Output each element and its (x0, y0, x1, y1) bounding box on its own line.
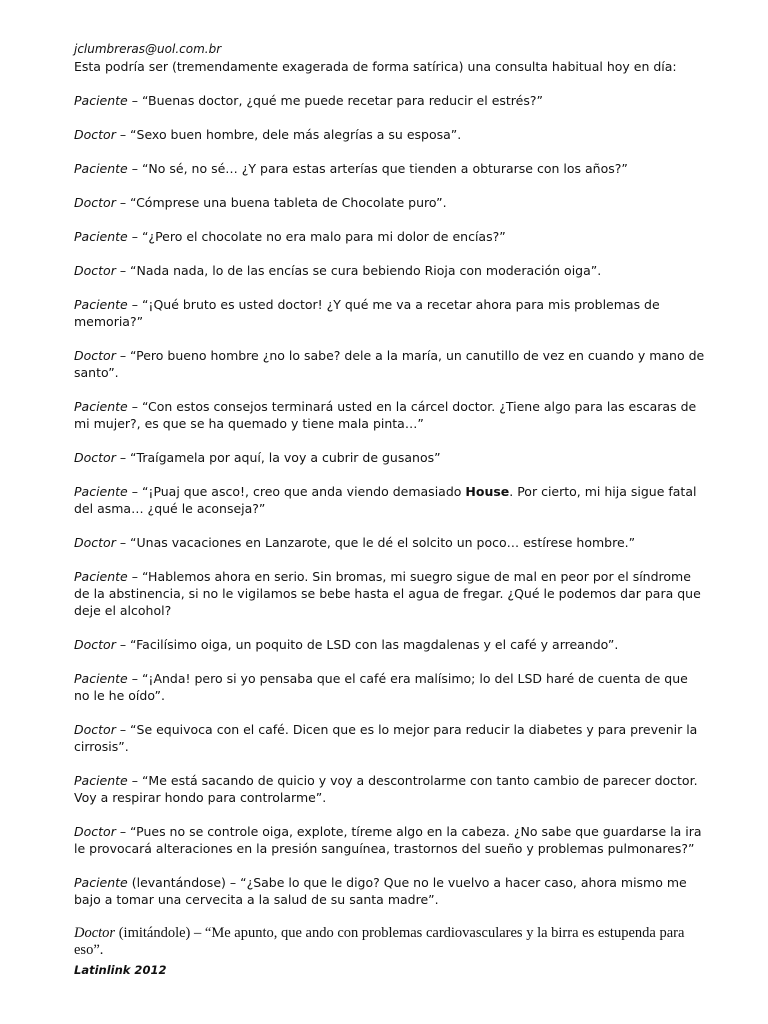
author-email: jclumbreras@uol.com.br (74, 42, 222, 56)
speaker-label: Paciente (74, 297, 128, 312)
dialogue-line-6 (74, 262, 706, 279)
speaker-label: Paciente (74, 773, 128, 788)
speaker-label: Doctor (74, 263, 116, 278)
dialogue-line-8 (74, 347, 706, 381)
document-page (74, 42, 706, 959)
line-text: “Sexo buen hombre, dele más alegrías a su esposa”. (130, 127, 462, 142)
line-text: “Con estos consejos terminará usted en la cárcel doctor. ¿Tiene algo para las escaras de mi mujer?, es que se ha quemado y tiene mala pinta…” (74, 399, 697, 431)
intro-text: Esta podría ser (tremendamente exagerada de forma satírica) una consulta habitual hoy en día: (74, 59, 677, 74)
speaker-connector: – (115, 637, 131, 652)
speaker-label: Paciente (74, 671, 128, 686)
line-text: “Nada nada, lo de las encías se cura bebiendo Rioja con moderación oiga”. (130, 263, 602, 278)
speaker-connector: – (127, 93, 142, 108)
line-text: “¡Anda! pero si yo pensaba que el café era malísimo; lo del LSD haré de cuenta de que no le he oído”. (74, 671, 688, 703)
speaker-connector: – (127, 671, 142, 686)
dialogue-line-9 (74, 398, 706, 432)
dialogue-line-19 (74, 874, 706, 908)
line-text: “Se equivoca con el café. Dicen que es lo mejor para reducir la diabetes y para prevenir la cirrosis”. (74, 722, 698, 754)
speaker-label: Paciente (74, 229, 128, 244)
dialogue-line-3 (74, 160, 706, 177)
line-text-before: “¡Puaj que asco!, creo que anda viendo demasiado (141, 484, 466, 499)
line-text: “¿Pero el chocolate no era malo para mi dolor de encías?” (141, 229, 506, 244)
speaker-connector: – (115, 195, 131, 210)
speaker-connector: – (127, 161, 142, 176)
dialogue-line-1 (74, 92, 706, 109)
speaker-connector: – (115, 535, 131, 550)
speaker-label: Doctor (74, 535, 116, 550)
speaker-connector: (imitándole) – (115, 925, 205, 941)
dialogue-line-7 (74, 296, 706, 330)
dialogue-line-13 (74, 568, 706, 619)
line-text-after: . Por cierto, mi hija sigue fatal del asma… ¿qué le aconseja?” (74, 484, 697, 516)
speaker-connector: – (115, 722, 131, 737)
dialogue-line-12 (74, 534, 706, 551)
speaker-label: Paciente (74, 484, 128, 499)
dialogue (74, 92, 706, 959)
speaker-label: Paciente (74, 875, 128, 890)
dialogue-line-14 (74, 636, 706, 653)
speaker-connector: – (127, 484, 142, 499)
speaker-connector: – (127, 229, 142, 244)
line-text: “Cómprese una buena tableta de Chocolate puro”. (130, 195, 447, 210)
line-text: “Me apunto, que ando con problemas cardiovasculares y la birra es estupenda para eso”. (74, 925, 685, 958)
footer-signature: Latinlink 2012 (74, 963, 167, 977)
dialogue-line-15 (74, 670, 706, 704)
dialogue-line-2 (74, 126, 706, 143)
speaker-label: Doctor (74, 348, 116, 363)
speaker-connector: – (115, 127, 131, 142)
speaker-label: Doctor (74, 637, 116, 652)
line-text: “¿Sabe lo que le digo? Que no le vuelvo a hacer caso, ahora mismo me bajo a tomar una cervecita a la salud de su santa madre”. (74, 875, 687, 907)
speaker-connector: – (127, 773, 142, 788)
line-text: “Pues no se controle oiga, explote, tíreme algo en la cabeza. ¿No sabe que guardarse la ira le provocará alteraciones en la presión sanguínea, trastornos del sueño y problemas pulmonares?” (74, 824, 702, 856)
line-text: “Me está sacando de quicio y voy a descontrolarme con tanto cambio de parecer doctor. Voy a respirar hondo para controlarme”. (74, 773, 698, 805)
line-text: “Facilísimo oiga, un poquito de LSD con las magdalenas y el café y arreando”. (130, 637, 619, 652)
speaker-connector: – (115, 450, 131, 465)
speaker-label: Doctor (74, 450, 116, 465)
speaker-connector: – (127, 399, 142, 414)
line-text: “Traígamela por aquí, la voy a cubrir de gusanos” (130, 450, 441, 465)
speaker-label: Paciente (74, 399, 128, 414)
line-text: “¡Qué bruto es usted doctor! ¿Y qué me va a recetar ahora para mis problemas de memoria?” (74, 297, 660, 329)
speaker-connector: – (127, 569, 142, 584)
speaker-connector: (levantándose) – (127, 875, 241, 890)
line-text: “Buenas doctor, ¿qué me puede recetar para reducir el estrés?” (141, 93, 543, 108)
dialogue-line-18 (74, 823, 706, 857)
dialogue-line-5 (74, 228, 706, 245)
speaker-label: Doctor (74, 127, 116, 142)
house-bold-word: House (465, 484, 510, 499)
speaker-label: Paciente (74, 161, 128, 176)
speaker-connector: – (115, 263, 131, 278)
line-text: “Unas vacaciones en Lanzarote, que le dé el solcito un poco… estírese hombre.” (130, 535, 636, 550)
dialogue-line-4 (74, 194, 706, 211)
dialogue-final-line (74, 925, 706, 959)
speaker-label: Doctor (74, 195, 116, 210)
dialogue-line-11 (74, 483, 706, 517)
speaker-connector: – (127, 297, 142, 312)
line-text: “No sé, no sé… ¿Y para estas arterías que tienden a obturarse con los años?” (141, 161, 628, 176)
dialogue-line-10 (74, 449, 706, 466)
speaker-label: Doctor (74, 824, 116, 839)
speaker-label: Doctor (74, 925, 116, 941)
dialogue-line-17 (74, 772, 706, 806)
speaker-label: Paciente (74, 569, 128, 584)
speaker-label: Doctor (74, 722, 116, 737)
speaker-connector: – (115, 824, 131, 839)
line-text: “Hablemos ahora en serio. Sin bromas, mi suegro sigue de mal en peor por el síndrome de la abstinencia, si no le vigilamos se bebe hasta el agua de fregar. ¿Qué le podemos dar para que deje el alcohol? (74, 569, 701, 618)
speaker-connector: – (115, 348, 131, 363)
speaker-label: Paciente (74, 93, 128, 108)
line-text: “Pero bueno hombre ¿no lo sabe? dele a la maría, un canutillo de vez en cuando y mano de santo”. (74, 348, 705, 380)
dialogue-line-16 (74, 721, 706, 755)
